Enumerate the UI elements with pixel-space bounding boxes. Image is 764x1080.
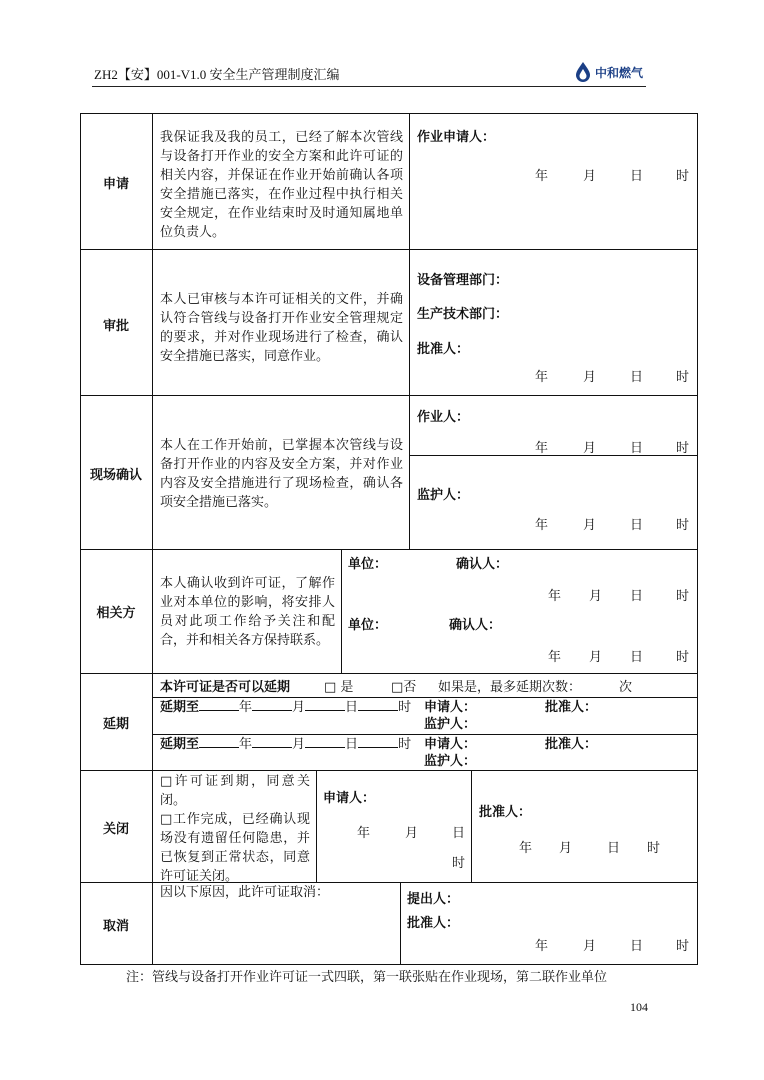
extend-to-label: 延期至 xyxy=(160,700,200,715)
extend-supervisor-label-1: 监护人： xyxy=(424,717,477,732)
date-day: 日 xyxy=(607,841,621,856)
extend-approver-label-2: 批准人： xyxy=(545,737,598,752)
date-hour: 时 xyxy=(398,737,412,752)
date-hour: 时 xyxy=(676,518,690,533)
year-blank[interactable] xyxy=(199,735,239,748)
related-confirmer-label-1: 确认人： xyxy=(456,557,509,572)
label-column-divider xyxy=(152,113,153,965)
date-hour: 时 xyxy=(676,370,690,385)
date-day: 日 xyxy=(630,441,644,456)
flame-drop-icon xyxy=(574,61,592,83)
date-year: 年 xyxy=(535,939,549,954)
document-header-title: ZH2【安】001-V1.0 安全生产管理制度汇编 xyxy=(94,67,340,82)
date-month: 月 xyxy=(589,650,603,665)
approve-statement: 本人已审核与本许可证相关的文件，并确认符合管线与设备打开作业安全管理规定的要求，并对作业现场进行了检查，确认安全措施已落实，同意作业。 xyxy=(160,292,403,364)
date-hour: 时 xyxy=(398,700,412,715)
row-divider xyxy=(80,395,698,396)
month-blank[interactable] xyxy=(252,698,292,711)
date-month: 月 xyxy=(583,370,597,385)
date-day: 日 xyxy=(630,650,644,665)
date-day: 日 xyxy=(345,737,359,752)
date-year: 年 xyxy=(548,589,562,604)
date-month: 月 xyxy=(589,589,603,604)
extend-approver-label-1: 批准人： xyxy=(545,700,598,715)
apply-statement: 我保证我及我的员工，已经了解本次管线与设备打开作业的安全方案和此许可证的相关内容，并保证在作业开始前确认各项安全措施已落实，在作业过程中执行相关安全规定，在作业结束时及时通知属地单位负责人。 xyxy=(160,130,403,240)
extend-applicant-label-1: 申请人： xyxy=(424,700,477,715)
close-option-expired[interactable]: □许可证到期，同意关闭。 xyxy=(160,774,310,808)
related-statement: 本人确认收到许可证，了解作业对本单位的影响，将安排人员对此项工作给予关注和配合，并和相关各方保持联系。 xyxy=(160,576,335,648)
row-label-approve: 审批 xyxy=(102,319,129,334)
date-day: 日 xyxy=(630,518,644,533)
row-divider xyxy=(80,673,698,674)
day-blank[interactable] xyxy=(305,698,345,711)
date-day: 日 xyxy=(452,826,466,841)
equipment-dept-label: 设备管理部门： xyxy=(417,273,509,288)
date-hour: 时 xyxy=(676,650,690,665)
row-divider xyxy=(80,770,698,771)
page-number: 104 xyxy=(630,1000,648,1014)
date-day: 日 xyxy=(345,700,359,715)
extend-yes-checkbox[interactable]: □ 是 xyxy=(324,680,354,695)
date-hour: 时 xyxy=(676,939,690,954)
date-year: 年 xyxy=(239,700,253,715)
date-day: 日 xyxy=(630,939,644,954)
date-day: 日 xyxy=(630,370,644,385)
date-year: 年 xyxy=(535,518,549,533)
close-approver-label: 批准人： xyxy=(479,805,532,820)
row-label-apply: 申请 xyxy=(102,177,129,192)
date-month: 月 xyxy=(405,826,419,841)
row-divider xyxy=(80,249,698,250)
date-hour: 时 xyxy=(452,856,466,871)
column-divider xyxy=(400,882,401,965)
header-rule xyxy=(92,86,646,87)
company-logo xyxy=(574,60,643,84)
date-month: 月 xyxy=(583,441,597,456)
close-applicant-label: 申请人： xyxy=(323,791,376,806)
extend-max-times-label: 如果是，最多延期次数： xyxy=(438,680,582,695)
date-hour: 时 xyxy=(676,589,690,604)
year-blank[interactable] xyxy=(199,698,239,711)
date-year: 年 xyxy=(357,826,371,841)
month-blank[interactable] xyxy=(252,735,292,748)
date-year: 年 xyxy=(239,737,253,752)
extend-times-unit: 次 xyxy=(619,680,633,695)
apply-applicant-label: 作业申请人： xyxy=(417,130,496,145)
date-year: 年 xyxy=(535,370,549,385)
related-unit-label-1: 单位： xyxy=(348,557,388,572)
date-year: 年 xyxy=(548,650,562,665)
related-unit-label-2: 单位： xyxy=(348,618,388,633)
extend-to-2 xyxy=(160,735,411,754)
extend-to-1 xyxy=(160,698,411,717)
date-month: 月 xyxy=(583,169,597,184)
cancel-approver-label: 批准人： xyxy=(407,916,460,931)
date-year: 年 xyxy=(519,841,533,856)
site-supervisor-label: 监护人： xyxy=(417,488,470,503)
site-statement: 本人在工作开始前，已掌握本次管线与设备打开作业的内容及安全方案，并对作业内容及安全措施进行了现场检查，确认各项安全措施已落实。 xyxy=(160,438,403,510)
row-divider xyxy=(80,549,698,550)
date-month: 月 xyxy=(292,700,306,715)
date-day: 日 xyxy=(630,589,644,604)
row-label-extend: 延期 xyxy=(102,717,129,732)
site-worker-label: 作业人： xyxy=(417,410,470,425)
cancel-reason-label: 因以下原因，此许可证取消： xyxy=(160,885,330,900)
extend-to-label: 延期至 xyxy=(160,737,200,752)
column-divider xyxy=(316,770,317,882)
related-confirmer-label-2: 确认人： xyxy=(449,618,502,633)
date-day: 日 xyxy=(630,169,644,184)
hour-blank[interactable] xyxy=(358,735,398,748)
production-dept-label: 生产技术部门： xyxy=(417,307,509,322)
close-option-completed[interactable]: □工作完成，已经确认现场没有遗留任何隐患，并已恢复到正常状态，同意许可证关闭。 xyxy=(160,812,310,884)
cancel-proposer-label: 提出人： xyxy=(407,892,460,907)
date-month: 月 xyxy=(583,518,597,533)
extend-applicant-label-2: 申请人： xyxy=(424,737,477,752)
column-divider xyxy=(341,549,342,673)
date-month: 月 xyxy=(292,737,306,752)
date-hour: 时 xyxy=(676,169,690,184)
row-label-cancel: 取消 xyxy=(102,919,129,934)
date-hour: 时 xyxy=(647,841,661,856)
column-divider xyxy=(409,113,410,549)
day-blank[interactable] xyxy=(305,735,345,748)
row-label-related: 相关方 xyxy=(96,606,136,621)
hour-blank[interactable] xyxy=(358,698,398,711)
date-month: 月 xyxy=(583,939,597,954)
date-hour: 时 xyxy=(676,441,690,456)
date-year: 年 xyxy=(535,441,549,456)
row-label-close: 关闭 xyxy=(102,822,129,837)
date-year: 年 xyxy=(535,169,549,184)
logo-text: 中和燃气 xyxy=(595,65,644,80)
column-divider xyxy=(471,770,472,882)
extend-no-checkbox[interactable]: □否 xyxy=(391,680,417,695)
extend-question: 本许可证是否可以延期 xyxy=(160,680,291,695)
cell-divider xyxy=(409,455,698,456)
date-month: 月 xyxy=(559,841,573,856)
footer-note: 注：管线与设备打开作业许可证一式四联，第一联张贴在作业现场，第二联作业单位 xyxy=(126,970,608,985)
approve-approver-label: 批准人： xyxy=(417,342,470,357)
row-label-site: 现场确认 xyxy=(89,468,142,483)
extend-supervisor-label-2: 监护人： xyxy=(424,754,477,769)
